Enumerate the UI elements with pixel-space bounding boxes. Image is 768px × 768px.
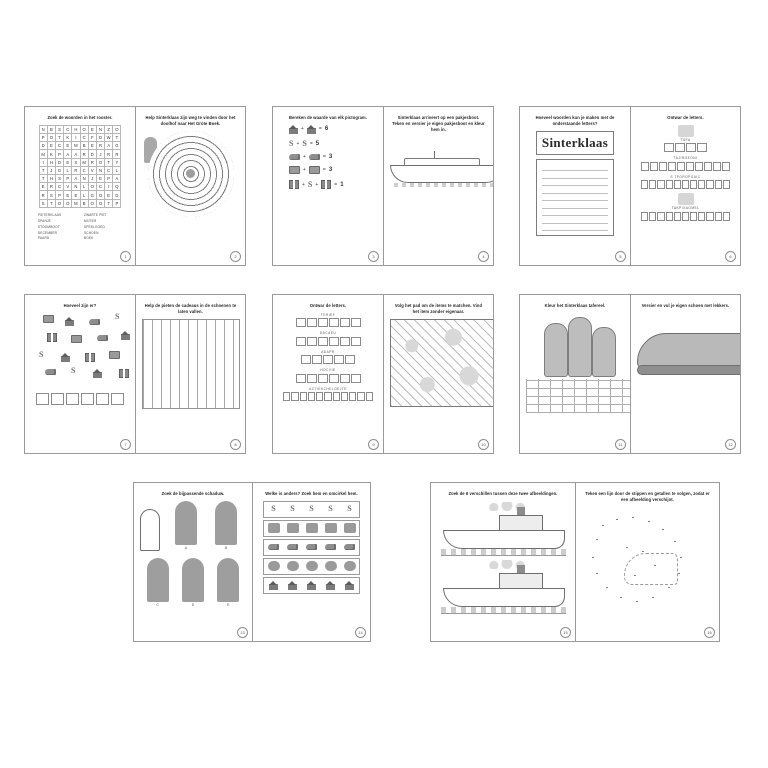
cell: S (55, 125, 63, 133)
house-icon (326, 581, 335, 590)
scrambled-word: TSFA (680, 137, 691, 142)
cell: A (113, 175, 121, 183)
scrambled-word: HOCVIE (320, 368, 336, 373)
scrambled-word: TAJIROEONI (673, 156, 698, 161)
cell: C (96, 183, 104, 191)
letter-s-icon: S (328, 504, 333, 514)
ship-illustration-top (441, 501, 566, 556)
present-icon (289, 180, 299, 189)
odd-one-out-row[interactable] (263, 520, 360, 537)
unscramble-item (283, 387, 373, 402)
shadow-option-b[interactable] (215, 501, 237, 550)
cell: N (96, 125, 104, 133)
scrambled-word: TAKPIXAOMEL (671, 206, 700, 211)
cell: W (105, 134, 113, 142)
letter-s-icon: S (307, 179, 313, 189)
house-icon (61, 353, 70, 362)
page-title: Welke is anders? Zoek hem en omcirkel hem. (265, 491, 358, 496)
cell: B (80, 142, 88, 150)
cell: L (64, 166, 72, 174)
house-icon (269, 581, 278, 590)
cell: R (39, 191, 47, 199)
book-icon (309, 166, 320, 175)
house-icon (288, 581, 297, 590)
option-label: A (184, 545, 188, 550)
page-number: 1 (120, 251, 131, 262)
sum-result: 3 (328, 167, 333, 174)
spread-2 (272, 106, 494, 266)
page-number: 8 (230, 439, 241, 450)
shadow-option-c[interactable] (147, 558, 169, 607)
cell: T (39, 166, 47, 174)
figures-group (544, 317, 612, 377)
page-number: 14 (355, 627, 366, 638)
house-icon (307, 125, 316, 134)
cell: P (105, 175, 113, 183)
house-icon (289, 125, 298, 134)
shoe-icon (325, 544, 336, 550)
sinterklaas-figure (568, 317, 592, 377)
cell: E (64, 158, 72, 166)
sum-result: 1 (340, 181, 344, 188)
page-title: Bereken de waarde van elk pictogram. (288, 115, 367, 120)
cell: C (80, 134, 88, 142)
page-5-word-builder (520, 107, 630, 265)
cell: R (88, 158, 96, 166)
list-item: STOOMBOOT (37, 224, 60, 229)
page-title: Ontwar de letters. (667, 115, 704, 120)
letter-s-icon: S (71, 365, 76, 375)
unscramble-item (641, 156, 730, 171)
cell: E (72, 191, 80, 199)
answer-lines[interactable] (536, 159, 614, 237)
cell: J (47, 166, 55, 174)
page-title: Help de pieten de cadeaus in de schoenen te laten vallen. (144, 303, 237, 314)
cell: N (39, 125, 47, 133)
page-title: Volg het pad om de items te matchen. Vind het item zonder eigenaar. (394, 303, 483, 314)
spread-8 (430, 482, 720, 642)
letter-s-icon: S (290, 504, 295, 514)
cell: Z (105, 125, 113, 133)
answer-boxes[interactable] (641, 143, 730, 152)
cell: O (80, 125, 88, 133)
option-label: D (191, 602, 195, 607)
cell: T (47, 199, 55, 207)
cloud-icon (306, 561, 318, 571)
cell: A (72, 150, 80, 158)
present-icon (85, 353, 95, 362)
page-13-shadow-match (134, 483, 252, 641)
cell: P (55, 191, 63, 199)
shadow-row-top (166, 501, 246, 550)
list-item: PIETERKLAAS (37, 212, 62, 217)
cell: T (105, 158, 113, 166)
page-15-spot-difference (431, 483, 575, 641)
cell: V (88, 166, 96, 174)
unscramble-item (283, 313, 373, 328)
cell: D (113, 191, 121, 199)
cloud-icon (287, 561, 299, 571)
square-maze-illustration (142, 319, 240, 409)
cell: G (113, 142, 121, 150)
cell: M (72, 142, 80, 150)
cell: O (96, 199, 104, 207)
shoe-icon (306, 544, 317, 550)
word-search-grid (39, 125, 122, 208)
cell: J (96, 150, 104, 158)
shoe-illustration (637, 325, 740, 375)
shoe-icon (344, 544, 355, 550)
shoe-icon (45, 369, 56, 375)
unscramble-item (641, 175, 730, 190)
cell: E (64, 142, 72, 150)
list-item: SCHOEN (84, 230, 99, 235)
count-answer-boxes[interactable] (31, 393, 129, 405)
page-title: Zoek de 6 verschillen tussen deze twee afbeeldingen. (448, 491, 558, 496)
unscramble-item (641, 125, 730, 153)
shoe-icon (89, 319, 100, 325)
shadow-option-a[interactable] (175, 501, 197, 550)
option-label: C (156, 602, 159, 607)
spread-6 (519, 294, 741, 454)
cell: O (96, 191, 104, 199)
shoe-icon (287, 544, 298, 550)
cell: S (39, 199, 47, 207)
present-icon (47, 333, 57, 342)
cell: O (96, 158, 104, 166)
page-number: 5 (615, 251, 626, 262)
cell: C (105, 166, 113, 174)
cell: N (72, 183, 80, 191)
house-icon (345, 581, 354, 590)
cell: P (39, 134, 47, 142)
cell: R (80, 150, 88, 158)
cell: N (80, 175, 88, 183)
cell: O (64, 199, 72, 207)
cell: K (64, 134, 72, 142)
sum-row: + = 3 (289, 154, 377, 160)
spread-5 (272, 294, 494, 454)
page-14-odd-one-out (252, 483, 370, 641)
letter-s-icon: S (115, 311, 120, 321)
list-item: DECEMBER (37, 230, 58, 235)
shoe-icon (309, 154, 320, 160)
page-9-unscramble (273, 295, 383, 453)
cell: E (88, 142, 96, 150)
cell: S (55, 175, 63, 183)
sum-row: + = 3 (289, 166, 377, 175)
cell: X (72, 158, 80, 166)
page-title: Zoek de woorden in het rooster. (47, 115, 113, 120)
house-icon (307, 581, 316, 590)
page-3-pictogram-sums (273, 107, 383, 265)
cell: O (47, 134, 55, 142)
present-icon (119, 369, 129, 378)
object-scatter (31, 313, 129, 391)
cell: O (88, 183, 96, 191)
piet-figure (592, 327, 616, 377)
list-item: MIJTER (84, 218, 97, 223)
page-6-unscramble (630, 107, 740, 265)
cell: V (64, 183, 72, 191)
unscramble-item (641, 193, 730, 221)
shoe-icon (289, 154, 300, 160)
page-number: 3 (368, 251, 379, 262)
cell: A (105, 142, 113, 150)
sum-row: + = 6 (289, 125, 377, 134)
house-icon (65, 317, 74, 326)
shoe-icon (268, 544, 279, 550)
pakjesboot-icon (678, 193, 694, 205)
page-2-maze (135, 107, 245, 265)
spread-1 (24, 106, 246, 266)
page-10-path-match (383, 295, 493, 453)
letter-s-icon: S (289, 138, 294, 148)
answer-boxes[interactable] (283, 337, 373, 346)
cloud-icon (344, 561, 356, 571)
shadow-option-d[interactable] (182, 558, 204, 607)
cell: E (96, 175, 104, 183)
answer-boxes[interactable] (283, 355, 373, 364)
list-item: PAARD (37, 236, 50, 241)
cell: N (96, 166, 104, 174)
cell: C (55, 183, 63, 191)
page-title: Teken een lijn door de stippen en getallen te volgen, zodat er een afbeelding verschijnt. (585, 491, 710, 502)
mitre-icon (287, 523, 299, 533)
page-number: 11 (615, 439, 626, 450)
page-number: 10 (478, 439, 489, 450)
cell: G (88, 191, 96, 199)
cell: Y (113, 158, 121, 166)
cell: K (47, 150, 55, 158)
cell: R (72, 166, 80, 174)
cell: H (72, 125, 80, 133)
answer-boxes[interactable] (641, 212, 730, 221)
answer-boxes[interactable] (641, 162, 730, 171)
cell: A (72, 175, 80, 183)
cell: O (55, 199, 63, 207)
page-title: Zoek de bijpassende schaduw. (161, 491, 225, 496)
sum-result: 6 (324, 126, 329, 133)
cell: E (64, 191, 72, 199)
page-title: Help Sinterklaas zijn weg te vinden door het doolhof naar Het Grote Boek. (145, 115, 236, 126)
cell: M (39, 150, 47, 158)
unscramble-item (283, 350, 373, 365)
list-item: SPANJE (37, 218, 51, 223)
book-icon (289, 166, 300, 175)
scrambled-word: ADAPR (321, 349, 335, 354)
mitre-icon (678, 125, 694, 137)
odd-one-out-row[interactable] (263, 558, 360, 575)
spread-4 (24, 294, 246, 454)
page-12-decorate-shoe (630, 295, 740, 453)
tangled-paths-illustration (390, 319, 493, 407)
present-icon (321, 180, 331, 189)
cell: P (113, 199, 121, 207)
letter-s-icon: S (302, 138, 307, 148)
cell: D (55, 158, 63, 166)
cell: F (88, 134, 96, 142)
cell: H (47, 175, 55, 183)
cell: L (113, 166, 121, 174)
shadow-row-bottom (140, 558, 246, 607)
word-list-left (38, 213, 76, 243)
scrambled-word: TERIEF (320, 312, 336, 317)
cell: A (64, 150, 72, 158)
cell: D (88, 150, 96, 158)
letter-s-icon: S (347, 504, 352, 514)
cell: M (80, 158, 88, 166)
scrambled-word: DACAEU (319, 331, 337, 336)
page-number: 15 (560, 627, 571, 638)
odd-one-out-row[interactable] (263, 577, 360, 594)
cell: Q (113, 183, 121, 191)
mitre-icon (306, 523, 318, 533)
cell: O (113, 125, 121, 133)
zwarte-piet-figure (544, 323, 568, 377)
cell: C (80, 166, 88, 174)
list-item: SPEELGOED (84, 224, 106, 229)
mitre-icon (344, 523, 356, 533)
page-title: Versier en vul je eigen schoen met lekkers. (641, 303, 730, 308)
page-title: Ontwar de letters. (309, 303, 347, 308)
cell: R (47, 183, 55, 191)
cloud-icon (268, 561, 280, 571)
spread-7 (133, 482, 371, 642)
answer-boxes[interactable] (283, 392, 373, 401)
brick-wall (526, 379, 630, 413)
cell: R (113, 150, 121, 158)
page-4-draw-boat (383, 107, 493, 265)
cell: M (72, 199, 80, 207)
list-item: BOEK (84, 236, 94, 241)
cell: E (39, 183, 47, 191)
cell: P (64, 175, 72, 183)
cloud-icon (325, 561, 337, 571)
page-number: 12 (725, 439, 736, 450)
cell: I (39, 158, 47, 166)
page-number: 7 (120, 439, 131, 450)
page-number: 16 (704, 627, 715, 638)
house-icon (121, 331, 130, 340)
cell: S (47, 191, 55, 199)
cell: D (96, 134, 104, 142)
page-title: Kleur het Sinterklaas tafereel. (544, 303, 606, 308)
cell: L (80, 183, 88, 191)
ship-illustration-bottom (441, 559, 566, 614)
sum-result: 5 (315, 140, 320, 147)
odd-one-out-row[interactable] (263, 501, 360, 518)
spread-3 (519, 106, 741, 266)
cell: T (105, 199, 113, 207)
page-16-dot-to-dot (575, 483, 719, 641)
sum-result: 3 (328, 153, 333, 160)
page-1-word-search (25, 107, 135, 265)
page-title: Hoeveel zijn er? (63, 303, 97, 308)
word-list (38, 213, 122, 243)
cell: D (39, 142, 47, 150)
book-icon (109, 351, 120, 360)
answer-boxes[interactable] (641, 180, 730, 189)
book-icon (71, 335, 82, 344)
boat-illustration (390, 149, 493, 183)
cell: I (72, 134, 80, 142)
unscramble-item (283, 368, 373, 383)
cell: C (55, 142, 63, 150)
letter-s-icon: S (309, 504, 314, 514)
cell: J (88, 175, 96, 183)
mitre-icon (325, 523, 337, 533)
page-8-maze-square (135, 295, 245, 453)
cell: E (47, 142, 55, 150)
cell: T (55, 134, 63, 142)
list-item: ZWARTE PIET (84, 212, 107, 217)
answer-boxes[interactable] (283, 374, 373, 383)
book-icon (43, 315, 54, 324)
scrambled-word: ACTIEKCHELOEJTE (309, 386, 347, 391)
page-number: 9 (368, 439, 379, 450)
cell: O (88, 199, 96, 207)
answer-boxes[interactable] (283, 318, 373, 327)
cell: L (80, 191, 88, 199)
option-label: E (227, 602, 230, 607)
house-icon (93, 369, 102, 378)
page-11-colouring (520, 295, 630, 453)
sum-row: S + S = 5 (289, 138, 320, 148)
letter-s-icon: S (39, 349, 44, 359)
cell: P (55, 150, 63, 158)
cell: E (105, 191, 113, 199)
page-number: 4 (478, 251, 489, 262)
cell: H (47, 158, 55, 166)
cell: B (47, 125, 55, 133)
page-7-count-objects (25, 295, 135, 453)
odd-one-out-row[interactable] (263, 539, 360, 556)
cell: T (113, 134, 121, 142)
mitre-icon (268, 523, 280, 533)
page-title: Sinterklaas arriveert op een pakjesboot. Teken en versier je eigen pakjesboot en kleur hem in. (392, 115, 485, 132)
cell: B (80, 199, 88, 207)
word-list-right (84, 213, 122, 243)
cell: G (55, 166, 63, 174)
page-number: 2 (230, 251, 241, 262)
cell: R (105, 150, 113, 158)
source-word: Sinterklaas (536, 131, 614, 155)
reference-figure (140, 509, 160, 551)
sinterklaas-scene-illustration (526, 313, 630, 413)
page-title: Hoeveel woorden kun je maken met de onderstaande letters? (535, 115, 615, 126)
cell: C (64, 125, 72, 133)
cell: R (96, 142, 104, 150)
page-number: 6 (725, 251, 736, 262)
letter-s-icon: S (271, 504, 276, 514)
page-number: 13 (237, 627, 248, 638)
option-label: B (224, 545, 228, 550)
scrambled-word: S TPOROPGAIC (670, 174, 701, 179)
sum-row: + S + = 1 (289, 180, 377, 189)
cell: T (39, 175, 47, 183)
shoe-icon (97, 335, 108, 341)
shadow-option-e[interactable] (217, 558, 239, 607)
cell: E (88, 125, 96, 133)
unscramble-item (283, 331, 373, 346)
dot-to-dot-illustration (582, 507, 713, 627)
cell: I (105, 183, 113, 191)
